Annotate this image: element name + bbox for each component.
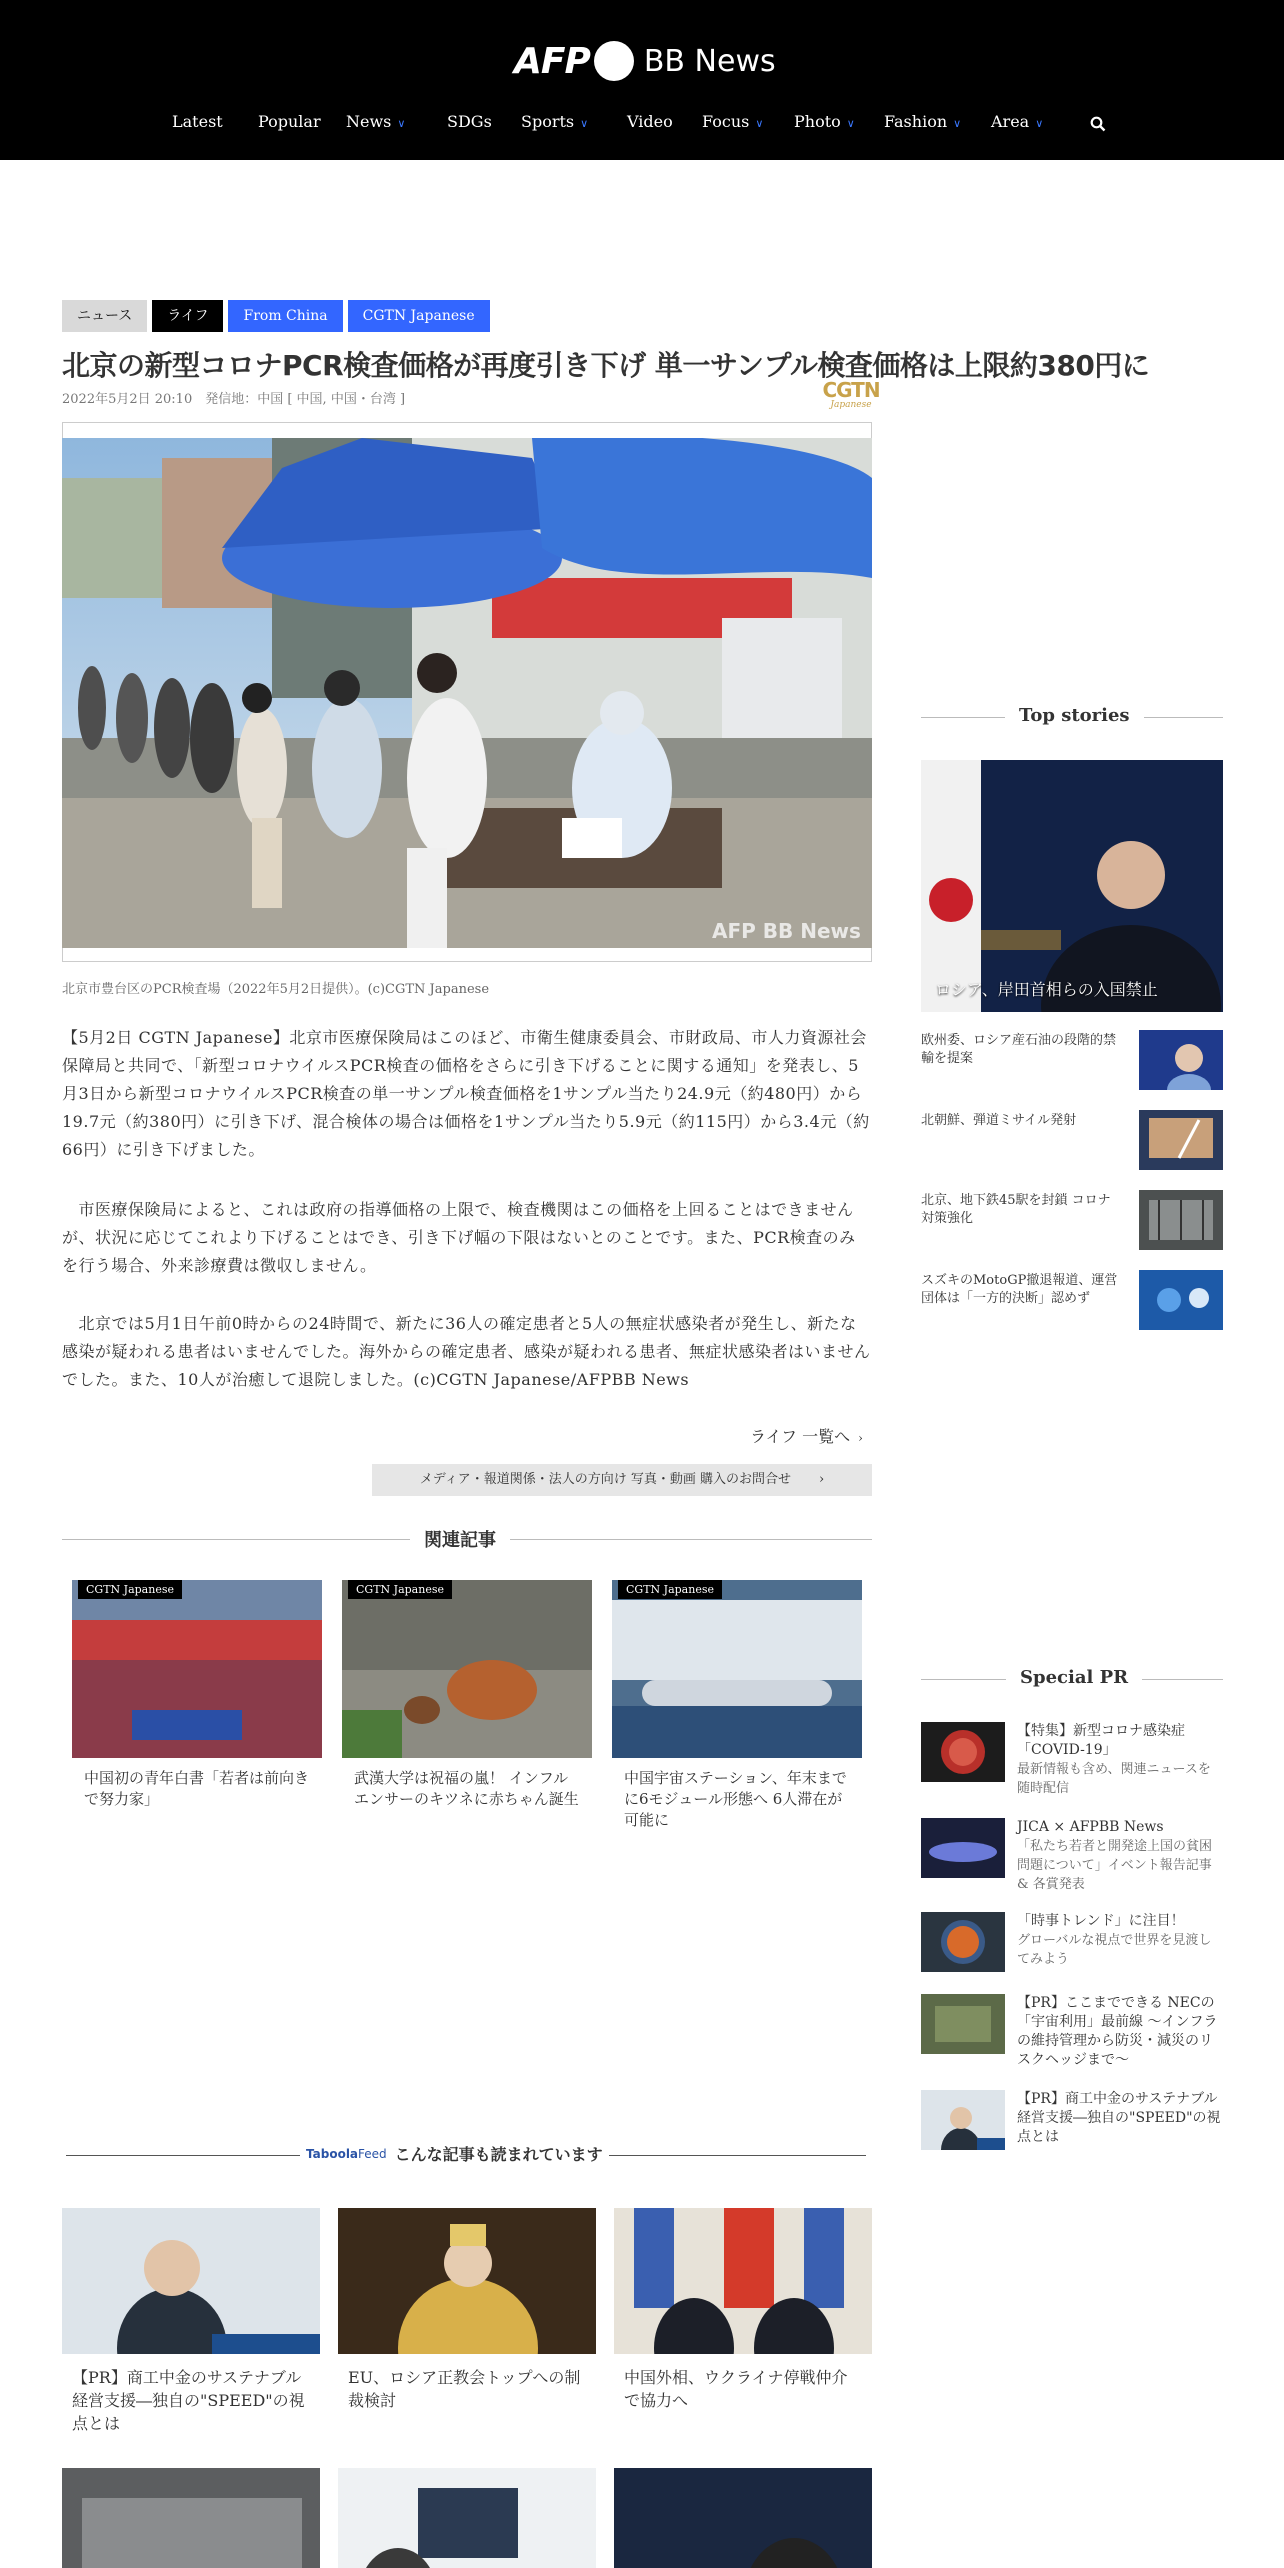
nav-area[interactable] [991,112,1043,131]
related-card[interactable] [612,1580,862,1831]
related-title: 関連記事 [410,1526,510,1552]
related-text: 武漢大学は祝福の嵐！ インフルエンサーのキツネに赤ちゃん誕生 [354,1769,579,1808]
chevron-down-icon: ∨ [755,117,764,130]
pr-text [1017,1912,1223,1969]
photo-caption: 北京市豊台区のPCR検査場（2022年5月2日提供）。(c)CGTN Japanese [62,982,490,997]
source-badge: CGTN Japanese [618,1580,722,1599]
taboola-card[interactable] [614,2468,872,2568]
cgtn-logo-sub: Japanese [830,400,872,410]
taboola-brand: Taboola [306,2146,359,2161]
taboola-card[interactable] [62,2468,320,2568]
article-meta: 2022年5月2日 20:10 発信地：中国 [ 中国, 中国・台湾 ] [62,392,406,407]
pr-title: 「時事トレンド」に注目！ [1017,1913,1185,1929]
pr-text [1017,1994,1223,2070]
nav-label: SDGs [447,112,492,131]
related-text: 中国初の青年白書「若者は前向きで努力家」 [84,1769,310,1808]
article-paragraph: 市医療保険局によると、これは政府の指導価格の上限で、検査機関はこの価格を上回ることはできませんが、状況に応じてこれより下げることはでき、引き下げ幅の下限はないとのことです。また、PCR検査のみを行う場合、外来診療費は徴収しません。 [62,1200,856,1275]
article-tags [62,300,490,332]
taboola-header [300,2142,609,2165]
top-story-hero[interactable] [921,760,1223,1012]
source-badge: CGTN Japanese [348,1580,452,1599]
tag-from-china[interactable]: From China [228,300,342,332]
pr-sub: 最新情報も含め、関連ニュースを随時配信 [1017,1762,1211,1796]
chevron-right-icon: › [819,1472,825,1487]
pr-text [1017,2090,1223,2147]
taboola-card[interactable] [614,2208,872,2412]
related-text: 中国宇宙ステーション、年末までに6モジュール形態へ 6人滞在が可能に [624,1769,847,1829]
photo-watermark: AFP BB News [712,919,861,943]
logo-circle-icon [594,41,634,81]
pr-title: 【特集】新型コロナ感染症「COVID-19」 [1017,1723,1185,1758]
site-header [0,0,1284,160]
pr-thumb [921,1722,1005,1782]
top-story-text: 北朝鮮、弾道ミサイル発射 [921,1113,1077,1128]
life-list-link[interactable] [750,1424,863,1447]
chevron-down-icon: ∨ [953,117,962,130]
pr-sub: グローバルな視点で世界を見渡してみよう [1017,1933,1212,1967]
pr-sub: 「私たち若者と開発途上国の貧困問題について」イベント報告記事 & 各賞発表 [1017,1839,1213,1892]
taboola-feed: Feed [358,2146,387,2161]
pr-title: JICA × AFPBB News [1017,1819,1164,1835]
nav-label: Area [991,112,1030,131]
special-pr-title: Special PR [1006,1667,1142,1688]
main-nav [0,108,1284,140]
nav-latest[interactable] [172,112,223,131]
cgtn-logo-text: CGTN [822,378,880,402]
search-icon[interactable] [1090,116,1106,132]
nav-news[interactable] [346,112,405,131]
tag-life[interactable]: ライフ [152,300,223,332]
nav-label: Focus [702,112,750,131]
media-contact-button[interactable] [372,1464,872,1496]
related-image [612,1580,862,1758]
nav-label: Latest [172,112,223,131]
nav-label: Photo [794,112,841,131]
nav-label: Sports [521,112,575,131]
tag-news[interactable]: ニュース [62,300,147,332]
article-photo[interactable] [62,438,872,948]
tag-cgtn-japanese[interactable]: CGTN Japanese [348,300,490,332]
taboola-image [62,2208,320,2354]
taboola-image [614,2468,872,2568]
nav-label: Fashion [884,112,948,131]
related-card[interactable] [72,1580,322,1810]
taboola-title: こんな記事も読まれています [394,2145,603,2164]
top-story-thumb [1139,1030,1223,1090]
pr-thumb [921,1912,1005,1972]
related-card[interactable] [342,1580,592,1810]
life-list-link-label: ライフ 一覧へ [750,1427,851,1446]
chevron-right-icon: › [858,1431,863,1445]
article-paragraph: 【5月2日 CGTN Japanese】北京市医療保険局はこのほど、市衛生健康委員会、市財政局、市人力資源社会保障局と共同で、「新型コロナウイルスPCR検査の価格をさらに引き下げることに関する通知」を発表し、5月3日から新型コロナウイルスPCR検査の単一サンプル検査価格を1サンプル当たり24.9元（約480円）から19.7元（約380円）に引き下げ、混合検体の場合は価格を1サンプル当たり5.9元（約115円）から3.4元（約66円）に引き下げました。 [62,1028,870,1159]
nav-fashion[interactable] [884,112,961,131]
pr-title: 【PR】商工中金のサステナブル経営支援―独自の"SPEED"の視点とは [1017,2091,1221,2145]
taboola-card[interactable] [338,2468,596,2568]
top-story-item[interactable] [921,1190,1223,1252]
logo-bb-text: BB News [643,43,776,79]
pr-thumb [921,1994,1005,2054]
chevron-down-icon: ∨ [397,117,406,130]
related-image [342,1580,592,1758]
top-story-text: 欧州委、ロシア産石油の段階的禁輸を提案 [921,1033,1117,1066]
pr-title: 【PR】ここまでできる NECの「宇宙利用」最前線 ～インフラの維持管理から防災・減災のリスクヘッジまで～ [1017,1995,1218,2068]
nav-focus[interactable] [702,112,763,131]
top-story-thumb [1139,1110,1223,1170]
nav-photo[interactable] [794,112,855,131]
taboola-image [62,2468,320,2568]
nav-sports[interactable] [521,112,588,131]
taboola-image [614,2208,872,2354]
chevron-down-icon: ∨ [846,117,855,130]
top-story-text: スズキのMotoGP撤退報道、運営団体は「一方的決断」認めず [921,1273,1118,1306]
nav-popular[interactable] [258,112,321,131]
source-badge: CGTN Japanese [78,1580,182,1599]
nav-label: News [346,112,392,131]
taboola-text: 【PR】商工中金のサステナブル経営支援―独自の"SPEED"の視点とは [72,2368,305,2433]
pr-text [1017,1722,1223,1798]
top-stories-title: Top stories [1005,705,1144,726]
nav-label: Video [627,112,673,131]
top-story-item[interactable] [921,1270,1223,1332]
related-image [72,1580,322,1758]
logo-afp-text: AFP [514,40,590,82]
taboola-card[interactable] [62,2208,320,2435]
taboola-text: 中国外相、ウクライナ停戦仲介で協力へ [624,2368,848,2410]
top-story-item[interactable] [921,1030,1223,1092]
taboola-card[interactable] [338,2208,596,2412]
top-story-thumb [1139,1270,1223,1330]
pr-text [1017,1818,1223,1894]
nav-label: Popular [258,112,321,131]
article-title: 北京の新型コロナPCR検査価格が再度引き下げ 単一サンプル検査価格は上限約380円に [62,349,1150,382]
pr-thumb [921,1818,1005,1878]
cgtn-logo[interactable] [820,380,882,410]
chevron-down-icon: ∨ [580,117,589,130]
nav-sdgs[interactable] [447,112,492,131]
media-contact-label: メディア・報道関係・法人の方向け 写真・動画 購入のお問合せ [419,1472,792,1487]
top-story-thumb [1139,1190,1223,1250]
top-story-item[interactable] [921,1110,1223,1172]
top-story-text: 北京、地下鉄45駅を封鎖 コロナ対策強化 [921,1193,1111,1226]
taboola-image [338,2468,596,2568]
taboola-text: EU、ロシア正教会トップへの制裁検討 [348,2368,581,2410]
article-paragraph: 北京では5月1日午前0時からの24時間で、新たに36人の確定患者と5人の無症状感染者が発生し、新たな感染が疑われる患者はいませんでした。海外からの確定患者、感染が疑われる患者、無症状感染者はいませんでした。また、10人が治癒して退院しました。(c)CGTN Japanese/AFPBB News [62,1314,871,1389]
taboola-image [338,2208,596,2354]
nav-video[interactable] [627,112,673,131]
chevron-down-icon: ∨ [1035,117,1044,130]
site-logo[interactable] [514,36,776,86]
pr-thumb [921,2090,1005,2150]
top-story-hero-caption: ロシア、岸田首相らの入国禁止 [935,980,1158,999]
